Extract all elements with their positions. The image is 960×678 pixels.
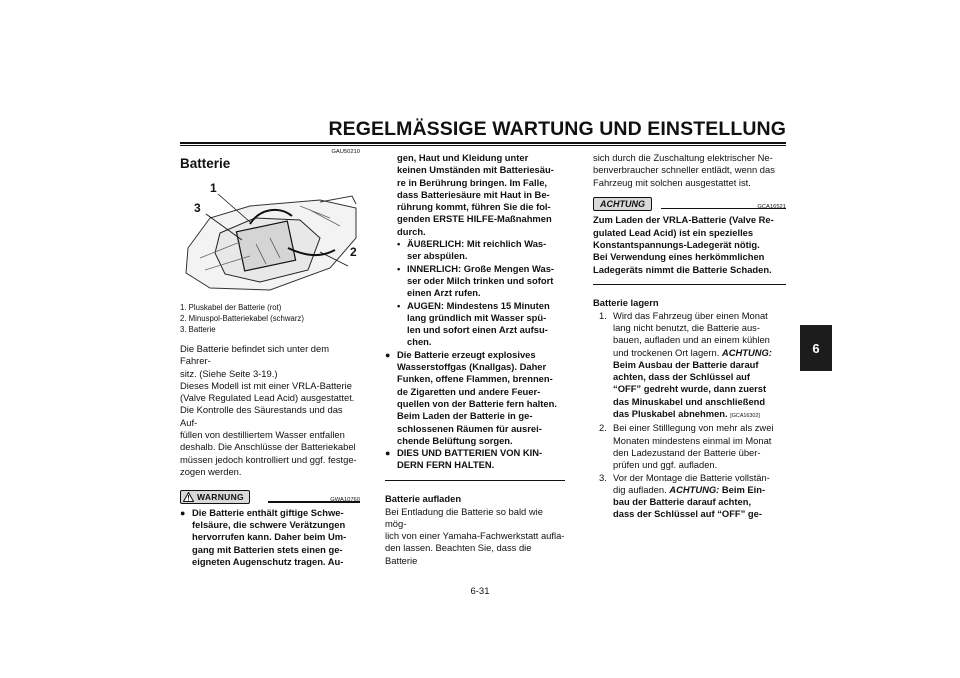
achtung-code: GCA16521 [757,203,786,210]
text-line: das Minuskabel und anschließend [613,395,766,407]
first-aid-item-external [385,238,565,263]
battery-figure [180,178,358,296]
text-line: dass der Schlüssel auf “OFF” ge- [613,508,762,520]
text-line: dig aufladen. [613,483,670,495]
text-line: Funken, offene Flammen, brennen- [397,373,553,385]
text-line: DIES UND BATTERIEN VON KIN- [397,447,543,459]
text-line: felsäure, die schwere Verätzungen [192,519,346,531]
text-line: keinen Umständen mit Batteriesäu- [397,164,554,176]
subsection-title: Batterie aufladen [385,493,462,505]
bullet-dot-icon: ● [385,448,391,459]
text-line: den Ladezustand der Batterie über- [613,446,761,458]
header-rule [180,142,786,146]
chapter-tab[interactable]: 6 [800,325,832,371]
warning-bullet [180,507,360,568]
text-line: Die Batterie befindet sich unter dem Fahrer- [180,343,330,367]
text-line: benverbraucher schneller entlädt, wenn das [593,164,775,176]
bullet-dot-icon: ● [180,507,186,518]
text-line: Bei einer Stilllegung von mehr als zwei [613,422,774,434]
figure-caption: 2. Minuspol-Batteriekabel (schwarz) [180,314,304,323]
text-line: ÄUßERLICH: Mit reichlich Was- [407,238,547,250]
warning-label-text: WARNUNG [197,492,244,503]
text-line: ser oder Milch trinken und sofort [407,274,554,286]
storage-step-3 [593,472,786,521]
text-line: den lassen. Beachten Sie, dass die Batterie [385,542,532,566]
text-line: Bei Verwendung eines herkömmlichen [593,251,765,263]
subsection-title: Batterie lagern [593,297,659,309]
text-line: Beim Ausbau der Batterie darauf [613,358,759,370]
text-line: gang mit Batterien stets einen ge- [192,543,343,555]
text-line: de Zigaretten und andere Feuer- [397,385,541,397]
figure-caption-list [180,302,360,335]
text-line: len und sofort einen Arzt aufsu- [407,324,548,336]
text-line: Die Batterie enthält giftige Schwe- [192,506,344,518]
battery-intro-text [180,343,360,478]
text-line: lang gründlich mit Wasser spü- [407,311,547,323]
text-line: sitz. (Siehe Seite 3-19.) [180,367,278,379]
figure-callout-3: 3 [194,201,201,215]
column-1 [180,148,360,568]
text-line: Fahrzeug mit solchen ausgestattet ist. [593,176,751,188]
text-line: Ladegeräts nimmt die Batterie Schaden. [593,263,772,275]
warning-end-rule [385,480,565,482]
text-line: deshalb. Die Anschlüsse der Batteriekabel [180,441,356,453]
column-3 [593,152,786,521]
text-line: Vor der Montage die Batterie vollstän- [613,471,770,483]
warning-code: GWA10760 [330,497,360,504]
first-aid-item-internal [385,263,565,300]
text-line: Konstantspannungs-Ladegerät nötig. [593,238,760,250]
text-line: füllen von destilliertem Wasser entfallen [180,429,345,441]
text-line: quellen von der Batterie fern halten. [397,397,557,409]
text-line: Die Batterie erzeugt explosives [397,348,536,360]
text-line: einen Arzt rufen. [407,287,481,299]
text-line: Zum Laden der VRLA-Batterie (Valve Re- [593,214,774,226]
inline-achtung: ACHTUNG: [669,483,720,495]
warning-label [180,490,250,504]
bullet-dot-icon: • [397,299,401,311]
achtung-end-rule [593,284,786,286]
figure-caption: 1. Pluskabel der Batterie (rot) [180,303,282,312]
text-line: INNERLICH: Große Mengen Was- [407,262,555,274]
step-number: 1. [599,309,607,321]
text-line: ser abspülen. [407,250,468,262]
text-line: Wird das Fahrzeug über einen Monat [613,309,768,321]
charging-text [385,506,565,567]
text-line: Monaten mindestens einmal im Monat [613,434,772,446]
storage-step-1 [593,310,786,423]
step-number: 3. [599,471,607,483]
text-line: gulated Lead Acid) ist ein spezielles [593,226,754,238]
achtung-label: ACHTUNG [593,197,652,211]
achtung-text [593,214,786,275]
text-line: Beim Laden der Batterie in ge- [397,410,533,422]
text-line: dass Batteriesäure mit Haut in Be- [397,188,550,200]
text-line: DERN FERN HALTEN. [397,459,495,471]
text-line: das Pluskabel abnehmen. [613,408,728,420]
column-2 [385,152,565,567]
text-line: schlossenen Räumen für ausrei- [397,422,542,434]
text-line: und trockenen Ort lagern. [613,346,722,358]
page-header-title: REGELMÄSSIGE WARTUNG UND EINSTELLUNG [328,118,786,140]
text-line: AUGEN: Mindestens 15 Minuten [407,299,550,311]
warning-triangle-icon [183,492,194,502]
text-line: Wasserstoffgas (Knallgas). Daher [397,361,547,373]
text-line: durch. [397,225,426,237]
text-line: genden ERSTE HILFE-Maßnahmen [397,213,552,225]
text-line: achten, dass der Schlüssel auf [613,371,751,383]
text-line: re in Berührung bringen. Im Falle, [397,176,548,188]
warning-bullet [385,447,565,472]
charging-text-cont [593,152,786,189]
text-line: lang nicht benutzt, die Batterie aus- [613,321,760,333]
text-line: sich durch die Zuschaltung elektrischer Ne- [593,152,773,163]
text-line: gen, Haut und Kleidung unter [397,152,529,163]
bullet-dot-icon: • [397,238,401,250]
text-line: (Valve Regulated Lead Acid) ausgestattet. [180,392,355,404]
text-line: chende Belüftung sorgen. [397,434,513,446]
text-line: bau der Batterie darauf achten, [613,496,752,508]
text-line: müssen jedoch kontrolliert und ggf. festge- [180,453,357,465]
text-line: Beim Ein- [719,483,766,495]
step-number: 2. [599,422,607,434]
storage-step-2 [593,422,786,471]
bullet-dot-icon: • [397,262,401,274]
ref-code: GAU50210 [331,149,360,155]
figure-callout-2: 2 [350,245,357,259]
text-line: hervorrufen kann. Daher beim Um- [192,531,347,543]
figure-callout-1: 1 [210,181,217,195]
warning-bullet [385,349,565,447]
text-line: prüfen und ggf. aufladen. [613,459,718,471]
warning-continuation [385,152,565,238]
figure-caption: 3. Batterie [180,325,216,334]
text-line: zogen werden. [180,465,242,477]
bullet-dot-icon: ● [385,349,391,360]
inline-achtung: ACHTUNG: [721,346,772,358]
text-line: Bei Entladung die Batterie so bald wie mög- [385,505,543,529]
text-line: “OFF” gedreht wurde, dann zuerst [613,383,767,395]
section-title: Batterie [180,156,231,171]
text-line: lich von einer Yamaha-Fachwerkstatt aufla- [385,530,565,542]
first-aid-item-eyes [385,300,565,349]
text-line: Die Kontrolle des Säurestands und das Auf- [180,404,343,428]
text-line: rührung kommt, führen Sie die fol- [397,201,551,213]
page-number: 6-31 [470,586,490,597]
text-line: Dieses Modell ist mit einer VRLA-Batterie [180,379,352,391]
battery-illustration [180,178,358,296]
text-line: chen. [407,336,432,348]
text-line: eigneten Augenschutz tragen. Au- [192,555,344,567]
text-line: bauen, aufladen und an einem kühlen [613,334,770,346]
inline-code: [GCA16302] [730,413,760,420]
